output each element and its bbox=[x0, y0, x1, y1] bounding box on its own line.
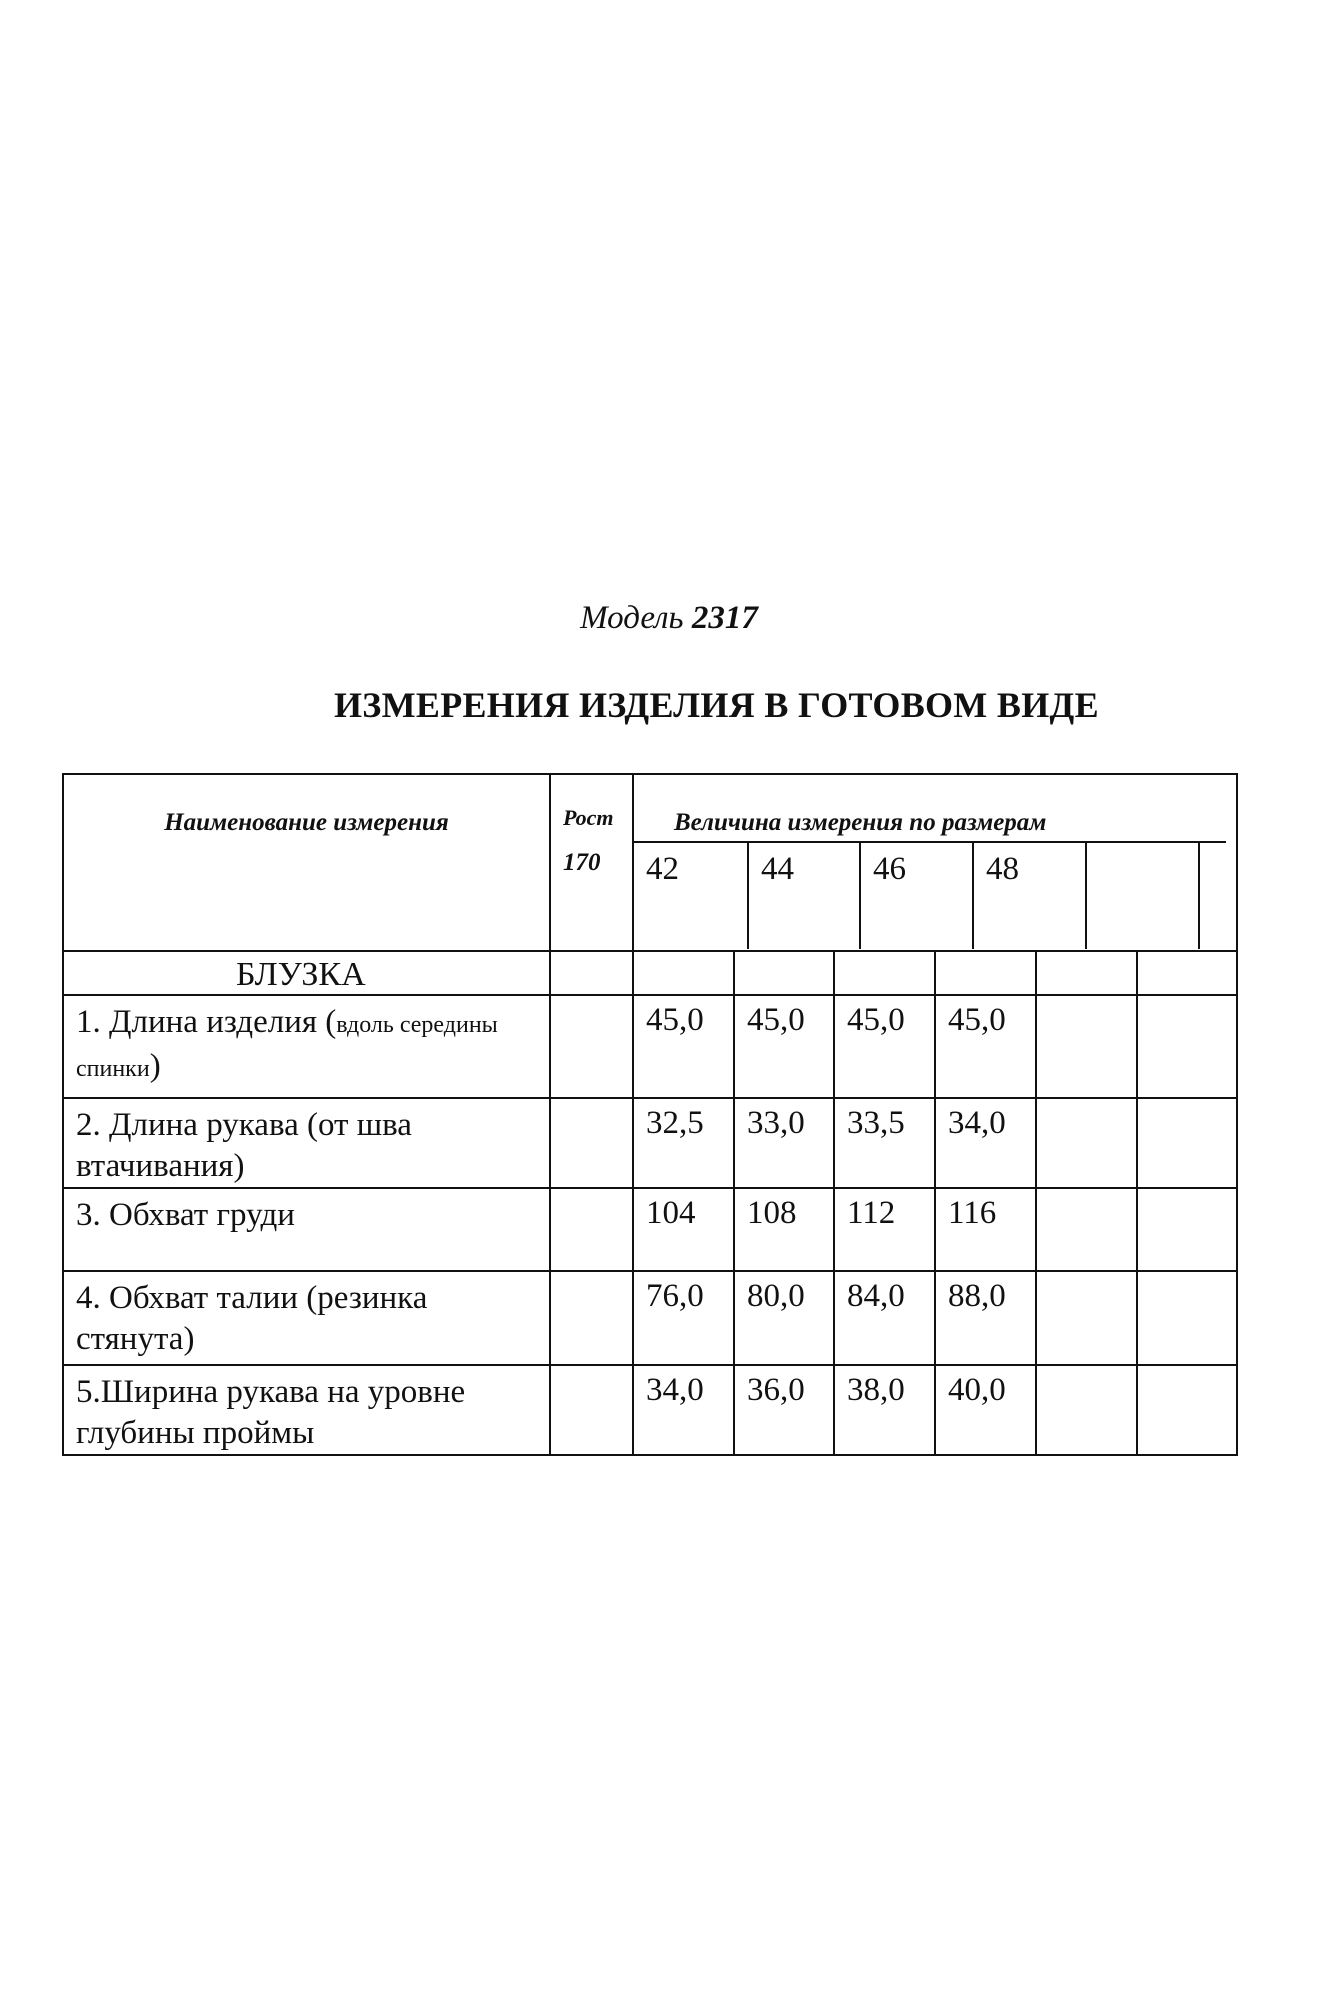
cell-value: 32,5 bbox=[633, 1098, 734, 1188]
size-blank-2 bbox=[1200, 843, 1236, 949]
table-row bbox=[63, 1098, 1237, 1188]
section-row bbox=[63, 951, 1237, 995]
size-42: 42 bbox=[634, 843, 749, 949]
table-row bbox=[63, 1271, 1237, 1365]
cell-value: 84,0 bbox=[834, 1271, 935, 1365]
cell-value: 104 bbox=[633, 1188, 734, 1271]
sizes-caption: Величина измерения по размерам bbox=[634, 775, 1226, 843]
height-value: 170 bbox=[563, 848, 601, 876]
table-row bbox=[63, 1365, 1237, 1455]
row-name: 2. Длина рукава (от шва втачивания) bbox=[63, 1098, 550, 1188]
model-heading bbox=[0, 600, 1333, 637]
cell-value: 40,0 bbox=[935, 1365, 1036, 1455]
size-blank-1 bbox=[1087, 843, 1200, 949]
cell-value: 38,0 bbox=[834, 1365, 935, 1455]
cell-value: 45,0 bbox=[935, 995, 1036, 1098]
table-row bbox=[63, 995, 1237, 1098]
model-label: Модель bbox=[580, 600, 684, 636]
row-name: 4. Обхват талии (резинка стянута) bbox=[63, 1271, 550, 1365]
page-title: ИЗМЕРЕНИЯ ИЗДЕЛИЯ В ГОТОВОМ ВИДЕ bbox=[334, 685, 1099, 725]
cell-value: 34,0 bbox=[935, 1098, 1036, 1188]
cell-value: 33,0 bbox=[734, 1098, 834, 1188]
measurements-table bbox=[62, 773, 1238, 1456]
cell-value: 76,0 bbox=[633, 1271, 734, 1365]
cell-value: 36,0 bbox=[734, 1365, 834, 1455]
model-number: 2317 bbox=[691, 600, 758, 636]
row-note: вдоль середины спинки bbox=[76, 1012, 498, 1082]
cell-value: 112 bbox=[834, 1188, 935, 1271]
cell-value: 88,0 bbox=[935, 1271, 1036, 1365]
header-sizes bbox=[633, 774, 1237, 951]
height-label: Рост bbox=[563, 805, 614, 830]
size-44: 44 bbox=[749, 843, 861, 949]
cell-value: 80,0 bbox=[734, 1271, 834, 1365]
cell-value: 108 bbox=[734, 1188, 834, 1271]
cell-value: 116 bbox=[935, 1188, 1036, 1271]
cell-value: 34,0 bbox=[633, 1365, 734, 1455]
size-46: 46 bbox=[861, 843, 974, 949]
row-name: 3. Обхват груди bbox=[63, 1188, 550, 1271]
size-48: 48 bbox=[974, 843, 1087, 949]
cell-value: 33,5 bbox=[834, 1098, 935, 1188]
table-header-row bbox=[63, 774, 1237, 951]
header-measurement-name: Наименование измерения bbox=[63, 774, 550, 951]
cell-value: 45,0 bbox=[734, 995, 834, 1098]
table-row bbox=[63, 1188, 1237, 1271]
header-height bbox=[550, 774, 633, 951]
cell-value: 45,0 bbox=[633, 995, 734, 1098]
section-label: БЛУЗКА bbox=[63, 951, 550, 995]
cell-value: 45,0 bbox=[834, 995, 935, 1098]
row-name: 5.Ширина рукава на уровне глубины проймы bbox=[63, 1365, 550, 1455]
row-name: 1. Длина изделия (вдоль середины спинки) bbox=[63, 995, 550, 1098]
